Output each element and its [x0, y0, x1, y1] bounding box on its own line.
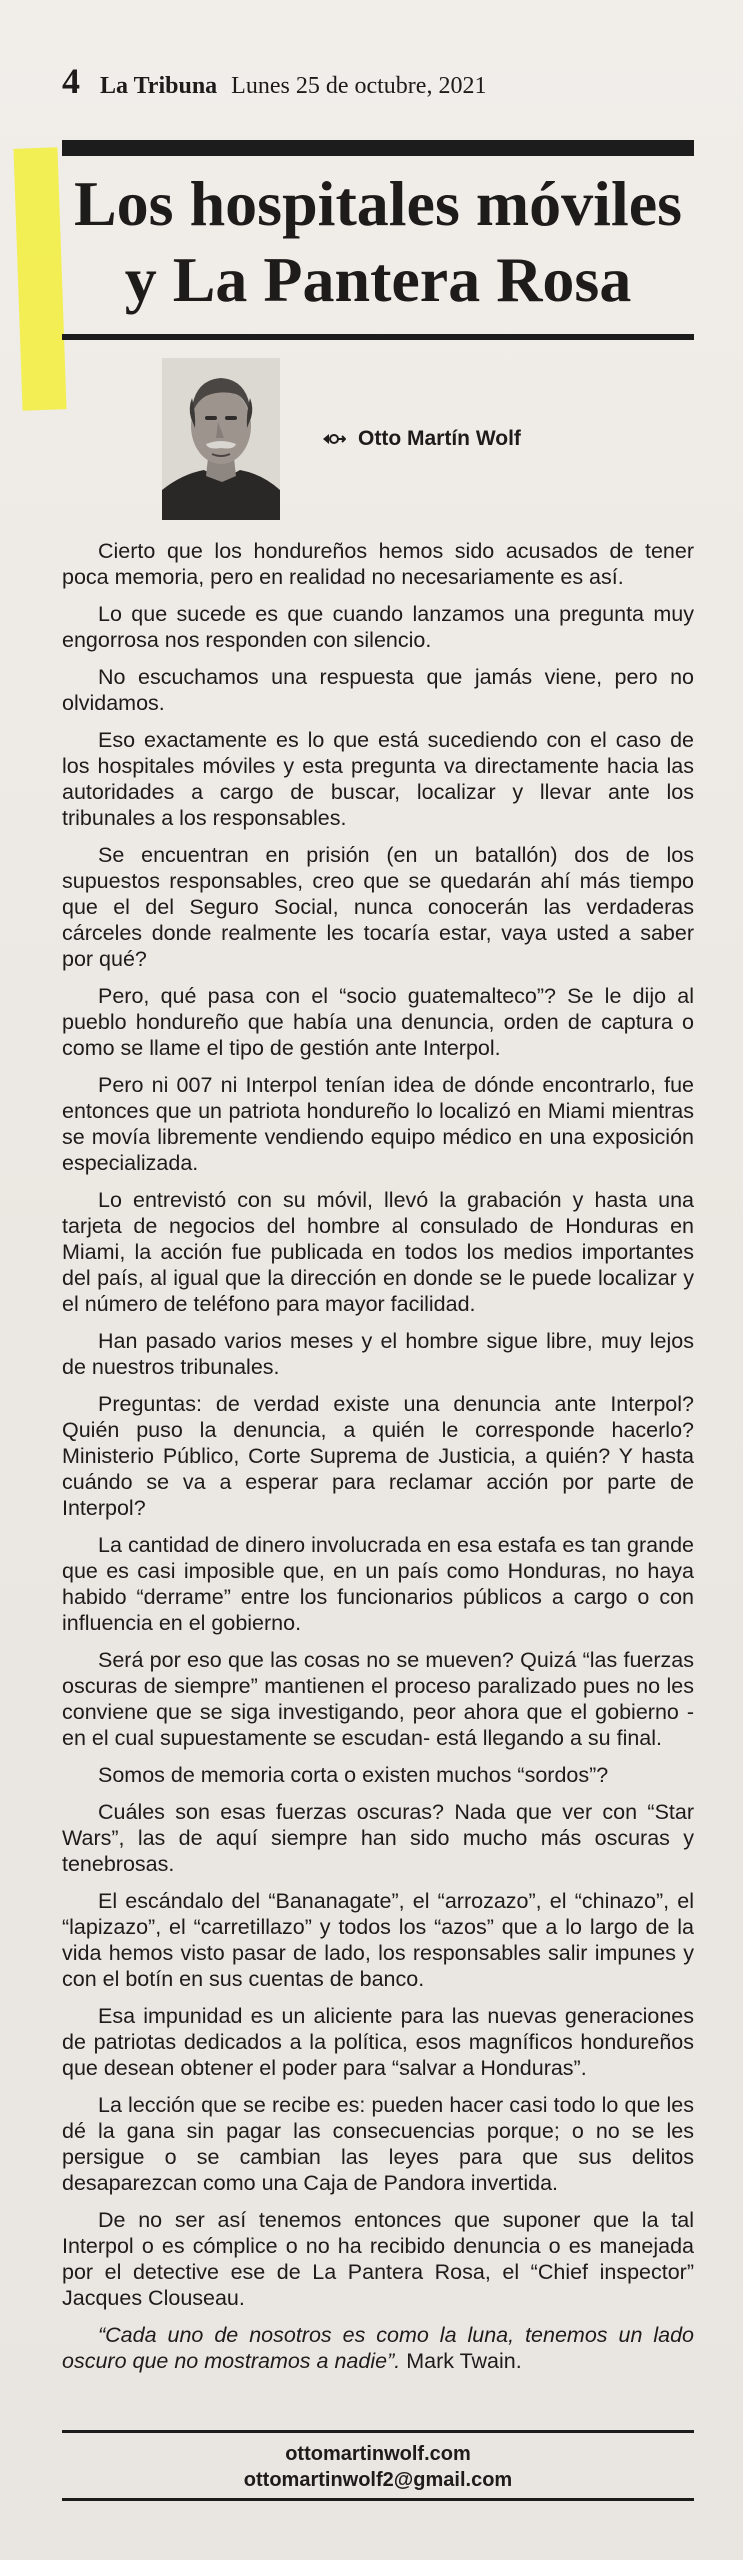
article-headline — [62, 166, 694, 318]
headline-line-1: Los hospitales móviles — [73, 168, 683, 239]
article-paragraph: Esa impunidad es un aliciente para las nuevas generaciones de patriotas dedicados a la política, esos magníficos hondureños que desean obtener el poder para “salvar a Honduras”. — [62, 2004, 694, 2080]
article-paragraph: Cierto que los hondureños hemos sido acusados de tener poca memoria, pero en realidad no necesariamente es así. — [62, 539, 694, 589]
headline-line-2: y La Pantera Rosa — [124, 244, 632, 315]
article-paragraph: Eso exactamente es lo que está sucediendo con el caso de los hospitales móviles y esta pregunta va directamente hacia las autoridades a cargo de buscar, localizar y llevar ante los tribunales a los responsables. — [62, 728, 694, 830]
article-paragraph: Preguntas: de verdad existe una denuncia ante Interpol? Quién puso la denuncia, a quién le corresponde hacerlo? Ministerio Público, Corte Suprema de Justicia, a quién? Y hasta cuándo se va a esperar para reclamar acción por parte de Interpol? — [62, 1392, 694, 1520]
footer-bottom-rule — [62, 2498, 694, 2501]
article-paragraph: Será por eso que las cosas no se mueven? Quizá “las fuerzas oscuras de siempre” mantienen el proceso paralizado pues no les conviene que se siga investigando, peor ahora que el gobierno -en el cual supuestamente se escudan- está llegando a su final. — [62, 1648, 694, 1750]
article-body — [62, 538, 694, 2385]
headline-bottom-rule — [62, 334, 694, 340]
article-paragraph: Cuáles son esas fuerzas oscuras? Nada que ver con “Star Wars”, las de aquí siempre han sido mucho más oscuras y tenebrosas. — [62, 1800, 694, 1876]
footer-top-rule — [62, 2430, 694, 2433]
page-header — [62, 60, 702, 101]
article-paragraph: Somos de memoria corta o existen muchos “sordos”? — [98, 1763, 609, 1787]
highlighter-mark — [13, 147, 66, 410]
article-paragraph: Pero ni 007 ni Interpol tenían idea de dónde encontrarlo, fue entonces que un patriota hondureño lo localizó en Miami mientras se movía libremente vendiendo equipo médico en una exposición especializada. — [62, 1073, 694, 1175]
author-name: Otto Martín Wolf — [358, 427, 521, 450]
article-paragraph: Lo entrevistó con su móvil, llevó la grabación y hasta una tarjeta de negocios del hombre al consulado de Honduras en Miami, la acción fue publicada en todos los medios importantes del país, al igual que la dirección en donde se le puede localizar y el número de teléfono para mayor facilidad. — [62, 1188, 694, 1316]
article-paragraph: Pero, qué pasa con el “socio guatemalteco”? Se le dijo al pueblo hondureño que había una denuncia, orden de captura o como se llame el tipo de gestión ante Interpol. — [62, 984, 694, 1060]
article-paragraph: De no ser así tenemos entonces que suponer que la tal Interpol o es cómplice o no ha recibido denuncia o es manejada por el detective ese de La Pantera Rosa, el “Chief inspector” Jacques Clouseau. — [62, 2208, 694, 2310]
closing-quote — [62, 2322, 694, 2374]
author-portrait-image — [162, 358, 280, 520]
article-paragraph: Lo que sucede es que cuando lanzamos una pregunta muy engorrosa nos responden con silencio. — [62, 602, 694, 652]
publication-name: La Tribuna — [100, 73, 218, 99]
byline — [322, 424, 521, 454]
publication-date: Lunes 25 de octubre, 2021 — [231, 73, 487, 99]
author-email[interactable]: ottomartinwolf2@gmail.com — [243, 2469, 513, 2491]
closing-quote-text: “Cada uno de nosotros es como la luna, tenemos un lado oscuro que no mostramos a nadie”. — [62, 2323, 694, 2373]
article-paragraph: Han pasado varios meses y el hombre sigue libre, muy lejos de nuestros tribunales. — [62, 1329, 694, 1379]
article-paragraph: El escándalo del “Bananagate”, el “arrozazo”, el “chinazo”, el “lapizazo”, el “carretillazo” y todos los “azos” que a lo largo de la vida hemos visto pasar de lado, los responsables salir impunes y con el botín en sus cuentas de banco. — [62, 1889, 694, 1991]
author-photo — [162, 358, 280, 520]
author-website[interactable]: ottomartinwolf.com — [285, 2443, 471, 2465]
quote-attribution: Mark Twain. — [406, 2349, 522, 2373]
article-paragraph: Se encuentran en prisión (en un batallón) dos de los supuestos responsables, creo que se quedarán ahí más tiempo que el del Seguro Social, nunca conocerán las verdaderas cárceles donde realmente les tocaría estar, vaya usted a saber por qué? — [62, 843, 694, 971]
article-paragraph: No escuchamos una respuesta que jamás viene, pero no olvidamos. — [62, 665, 694, 715]
page-number: 4 — [62, 61, 80, 101]
article-paragraph: La lección que se recibe es: pueden hacer casi todo lo que les dé la gana sin pagar las consecuencias porque; o no se les persigue o se cambian las leyes para que sus delitos desaparezcan como una Caja de Pandora invertida. — [62, 2093, 694, 2195]
pen-nib-icon — [322, 431, 346, 447]
author-contact — [62, 2441, 694, 2493]
headline-top-rule — [62, 140, 694, 156]
article-paragraph: La cantidad de dinero involucrada en esa estafa es tan grande que es casi imposible que, en un país como Honduras, no haya habido “derrame” entre los funcionarios públicos a cargo o con influencia en el gobierno. — [62, 1533, 694, 1635]
